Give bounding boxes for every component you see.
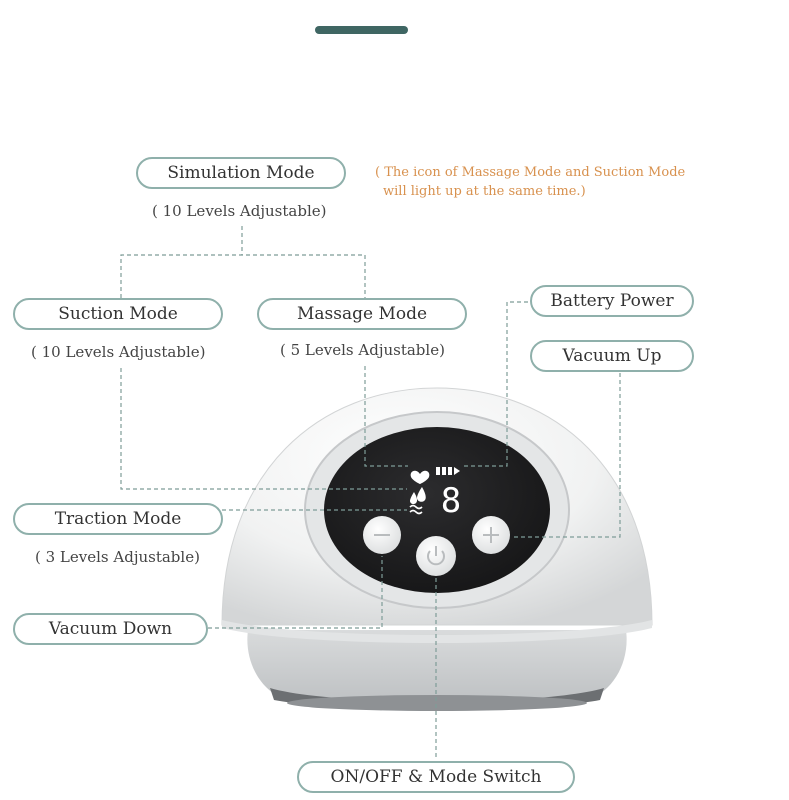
note-line-1: ( The icon of Massage Mode and Suction Mode: [375, 165, 686, 180]
vacuum-up-button: [472, 516, 510, 554]
massage-levels: ( 5 Levels Adjustable): [280, 341, 445, 359]
suction-levels: ( 10 Levels Adjustable): [31, 343, 206, 361]
power-button: [416, 536, 456, 576]
vacuum-down-button: [363, 516, 401, 554]
massage-mode-label: Massage Mode: [257, 298, 467, 330]
suction-mode-label: Suction Mode: [13, 298, 223, 330]
vacuum-up-label: Vacuum Up: [530, 340, 694, 372]
traction-levels: ( 3 Levels Adjustable): [35, 548, 200, 566]
simulation-mode-label: Simulation Mode: [136, 157, 346, 189]
simulation-levels: ( 10 Levels Adjustable): [152, 202, 327, 220]
vacuum-down-label: Vacuum Down: [13, 613, 208, 645]
display-digit: 8: [440, 481, 462, 521]
traction-mode-label: Traction Mode: [13, 503, 223, 535]
battery-power-label: Battery Power: [530, 285, 694, 317]
onoff-switch-label: ON/OFF & Mode Switch: [297, 761, 575, 793]
note-line-2: will light up at the same time.): [383, 184, 586, 199]
